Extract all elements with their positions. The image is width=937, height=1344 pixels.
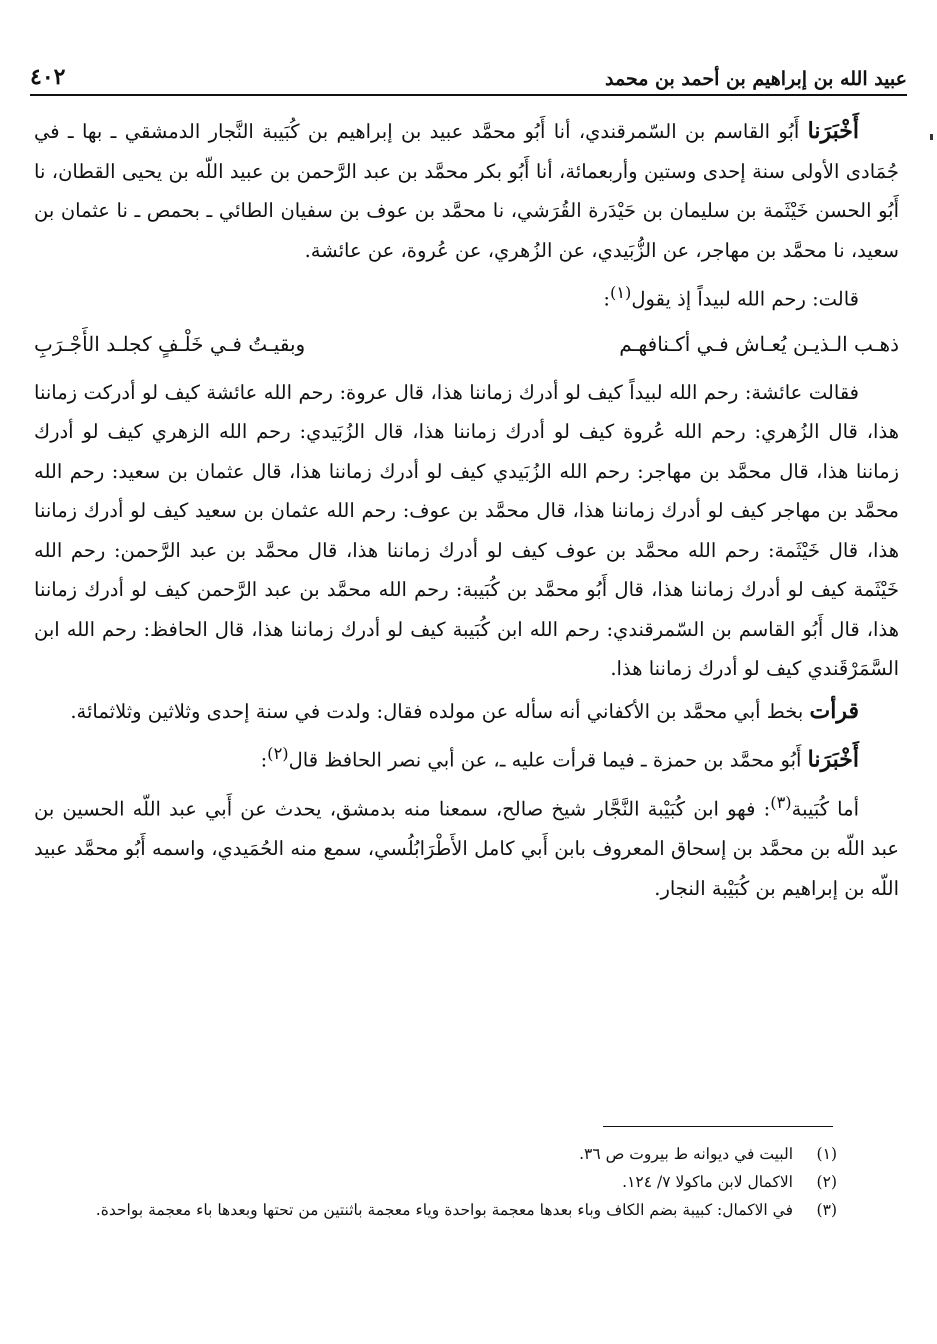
paragraph-1-text: أَبُو القاسم بن السّمرقندي، أنا أَبُو محمَّد عبيد بن إبراهيم بن كُبَيبة النَّجار الدمشقي ـ بها ـ في جُمَادى الأولى سنة إحدى وستين وأربعمائة، أنا أَبُو بكر محمَّد بن عبد الرَّحمن بن عبيد اللّه بن يحيى القطان، نا أَبُو الحسن خَيْثَمة بن سليمان بن حَيْدَرة القُرَشي، نا محمَّد بن عوف بن سفيان الطائي ـ بحمص ـ نا عثمان بن سعيد، نا محمَّد بن مهاجر، عن الزُّبَيدي، عن الزُهري، عن عُروة، عن عائشة. bbox=[34, 120, 899, 262]
footnote-divider bbox=[603, 1126, 833, 1127]
page-header bbox=[30, 56, 907, 96]
footnote-item bbox=[34, 1168, 837, 1196]
keyword-akhbarana: أَخْبَرَنا bbox=[807, 118, 859, 144]
paragraph-6 bbox=[34, 783, 899, 908]
paragraph-4 bbox=[34, 692, 899, 732]
paragraph-5: أَخْبَرَنا أَبُو محمَّد بن حمزة ـ فيما قرأت عليه ـ، عن أبي نصر الحافظ قال$^{(٢)}$: bbox=[260, 744, 859, 773]
verse-first-hemistich: ذهـب الـذيـن يُعـاش فـي أكـنافهـم bbox=[619, 332, 899, 356]
footnote-text: البيت في ديوانه ط بيروت ص ٣٦. bbox=[579, 1145, 793, 1163]
verse-second-hemistich: وبقيـتُ فـي خَلْـفٍ كجلـد الأَجْـرَبِ bbox=[34, 332, 306, 356]
paragraph-2: قالت: رحم الله لبيداً إذ يقول$^{(١)}$: bbox=[603, 283, 859, 311]
footnotes bbox=[34, 1140, 837, 1224]
paragraph-1 bbox=[34, 112, 899, 270]
keyword-akhbarana-2: أَخْبَرَنا bbox=[807, 746, 859, 773]
footnote-number: (٣) bbox=[816, 1201, 837, 1219]
paragraph-5-text: أَبُو محمَّد بن حمزة ـ فيما قرأت عليه ـ، عن أبي نصر الحافظ قال bbox=[288, 748, 808, 772]
footnote-number: (٢) bbox=[816, 1173, 837, 1191]
main-text bbox=[34, 112, 899, 911]
running-title: عبيد الله بن إبراهيم بن أحمد بن محمد bbox=[605, 68, 907, 90]
paragraph-6-lead: أما كُبَيبة bbox=[791, 797, 859, 821]
paragraph-2-text: قالت: رحم الله لبيداً إذ يقول bbox=[631, 287, 859, 311]
footnote-ref-1: (١) bbox=[609, 283, 632, 302]
paragraph-6-text: : فهو ابن كُبَيْبة النَّجَّار شيخ صالح، سمعنا منه بدمشق، يحدث عن أَبي عبد اللّه الحسين بن عبد اللّه بن محمَّد بن إسحاق المعروف بابن أَبي كامل الأَطْرَابُلُسي، سمع منه الحُمَيدي، واسمه أَبُو محمَّد عبيد اللّه بن إبراهيم بن كُبَيْبة النجار. bbox=[34, 797, 899, 900]
page-number: ٤٠٢ bbox=[30, 64, 66, 90]
footnote-number: (١) bbox=[816, 1145, 837, 1163]
margin-mark bbox=[930, 134, 933, 140]
footnote-item bbox=[34, 1196, 837, 1224]
paragraph-4-text: بخط أبي محمَّد بن الأكفاني أنه سأله عن مولده فقال: ولدت في سنة إحدى وثلاثين وثلاثمائة. bbox=[70, 699, 810, 723]
footnote-ref-3: (٣) bbox=[770, 793, 792, 812]
footnote-ref-2: (٢) bbox=[267, 744, 289, 763]
paragraph-3: فقالت عائشة: رحم الله لبيداً كيف لو أدرك زماننا هذا، قال عروة: رحم الله عائشة كيف لو أدركت زماننا هذا، قال الزُهري: رحم الله عُروة كيف لو أدرك زماننا هذا، قال الزُبَيدي: رحم الله الزهري كيف لو أدرك زماننا هذا، قال محمَّد بن مهاجر: رحم الله الزُبَيدي كيف لو أدرك زماننا هذا، قال عثمان بن سعيد: رحم الله محمَّد بن مهاجر كيف لو أدرك زماننا هذا، قال محمَّد بن عوف: رحم الله عثمان بن سعيد كيف لو أدرك زماننا هذا، قال خَيْثَمة: رحم الله محمَّد بن عوف كيف لو أدرك زماننا هذا، قال محمَّد بن عبد الرَّحمن: رحم الله خَيْثَمة كيف لو أدرك زماننا هذا، قال أَبُو محمَّد بن كُبَيبة: رحم الله محمَّد بن عبد الرَّحمن كيف لو أدرك زماننا هذا، قال أَبُو القاسم بن السّمرقندي: رحم الله ابن كُبَيبة كيف لو أدرك زماننا هذا، قال الحافظ: رحم الله ابن السَّمَرْقَندي كيف لو أدرك زماننا هذا. bbox=[34, 380, 899, 680]
verse bbox=[34, 325, 899, 365]
footnote-item bbox=[34, 1140, 837, 1168]
footnote-text: الاكمال لابن ماكولا ٧/ ١٢٤. bbox=[622, 1173, 793, 1191]
footnote-text: في الاكمال: كبيبة بضم الكاف وباء بعدها معجمة بواحدة وياء معجمة باثنتين من تحتها وبعدها باء معجمة بواحدة. bbox=[95, 1201, 793, 1219]
keyword-qaraat: قرأت bbox=[809, 697, 859, 724]
